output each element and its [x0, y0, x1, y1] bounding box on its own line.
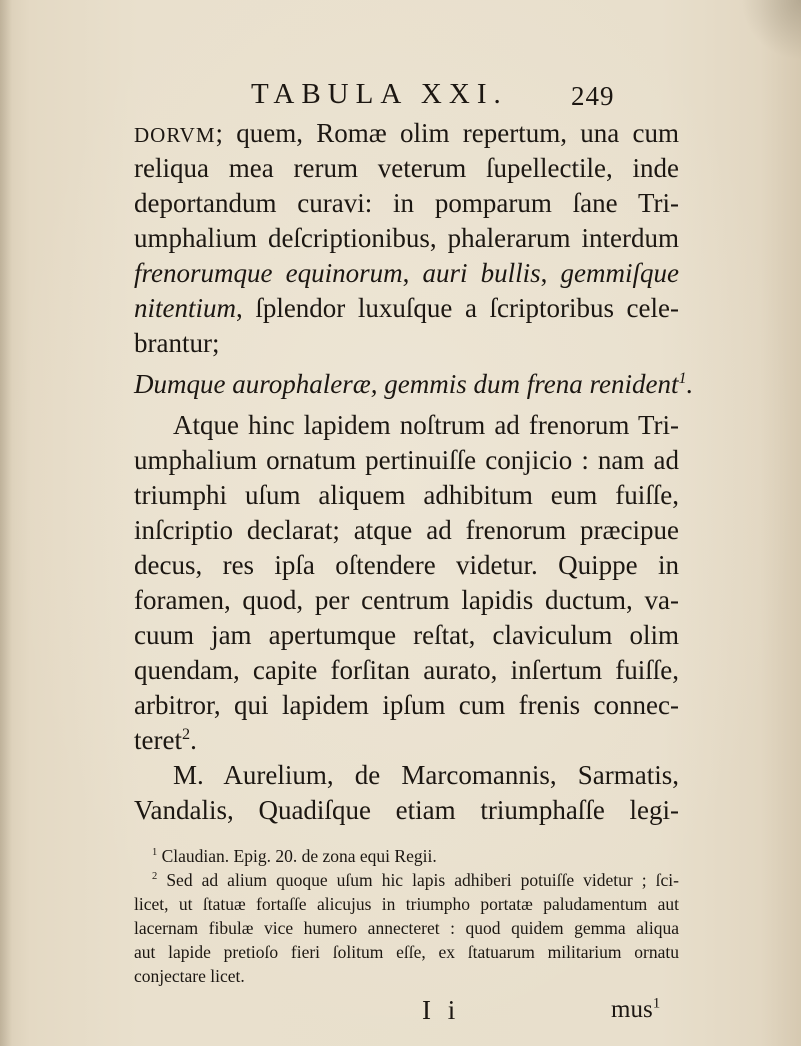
text-line: deportandum curavi: in pomparum ſane Tri-	[134, 188, 679, 218]
text-line: Atque hinc lapidem noſtrum ad frenorum Tri-	[173, 410, 679, 440]
small-caps-word: DORVM	[134, 123, 216, 147]
text-line: brantur;	[134, 328, 220, 358]
italic-phrase: nitentium	[134, 293, 236, 323]
footnote-marker: 1	[152, 847, 158, 859]
text-line: quendam, capite forſitan aurato, inſertum fuiſſe,	[134, 655, 679, 685]
text-fragment: ,	[540, 258, 561, 288]
gutter-shadow	[0, 0, 12, 1046]
corner-shadow	[741, 0, 801, 60]
italic-phrase: gemmiſque	[560, 258, 680, 288]
footnote-1	[152, 844, 437, 868]
text-line	[134, 722, 197, 758]
footnote-ref: 1	[652, 995, 661, 1012]
footnote-text: Sed ad alium quoque uſum hic lapis adhiberi potuiſſe videtur ; ſci-	[166, 870, 679, 890]
footnote-line: conjectare licet.	[134, 966, 245, 986]
footnote-ref: 2	[181, 725, 191, 743]
text-line: cuum jam apertumque reſtat, claviculum olim	[134, 620, 679, 650]
footnote-marker: 2	[152, 871, 158, 883]
footnote-ref: 1	[678, 369, 687, 387]
italic-phrase: frenorumque equinorum	[134, 258, 403, 288]
verse-quotation	[134, 366, 693, 402]
footnote-line: aut lapide pretioſo fieri ſolitum eſſe, ex ſtatuarum militarium ornatu	[134, 942, 679, 962]
footnote-line: licet, ut ſtatuæ fortaſſe alicujus in triumpho portatæ paludamentum aut	[134, 894, 679, 914]
text-line	[134, 290, 679, 326]
text-line: umphalium deſcriptionibus, phalerarum interdum	[134, 223, 679, 253]
text-fragment: .	[190, 725, 197, 755]
running-head	[0, 72, 801, 116]
footnote-text: Claudian. Epig. 20. de zona equi Regii.	[161, 846, 437, 866]
text-line: decus, res ipſa oſtendere videtur. Quippe in	[134, 550, 679, 580]
signature-mark: I i	[422, 995, 461, 1025]
text-fragment: ,	[402, 258, 423, 288]
text-fragment: , ſplendor luxuſque a ſcriptoribus cele-	[236, 293, 679, 323]
catchword	[611, 992, 660, 1028]
text-line: arbitror, qui lapidem ipſum cum frenis connec-	[134, 690, 679, 720]
text-line	[134, 115, 679, 151]
page-number: 249	[571, 81, 615, 111]
text-line: triumphi uſum aliquem adhibitum eum fuiſſe,	[134, 480, 679, 510]
verse-text: Dumque aurophaleræ, gemmis dum frena renident	[134, 369, 679, 399]
footnote-line: lacernam fibulæ vice humero annecteret : quod quidem gemma aliqua	[134, 918, 679, 938]
text-fragment: ; quem, Romæ olim repertum, una cum	[215, 118, 679, 148]
text-line: foramen, quod, per centrum lapidis ductum, va-	[134, 585, 679, 615]
text-line: M. Aurelium, de Marcomannis, Sarmatis,	[173, 760, 679, 790]
italic-phrase: auri bullis	[422, 258, 541, 288]
catchword-text: mus	[611, 996, 653, 1023]
text-line	[134, 255, 679, 291]
text-line: umphalium ornatum pertinuiſſe conjicio : nam ad	[134, 445, 679, 475]
text-line: reliqua mea rerum veterum ſupellectile, inde	[134, 153, 679, 183]
text-line: Vandalis, Quadiſque etiam triumphaſſe legi-	[134, 795, 679, 825]
text-fragment: teret	[134, 725, 182, 755]
footnote-2	[152, 868, 679, 892]
running-head-title: TABULA XXI.	[251, 78, 508, 110]
text-fragment: .	[686, 369, 694, 399]
text-line: inſcriptio declarat; atque ad frenorum præcipue	[134, 515, 679, 545]
